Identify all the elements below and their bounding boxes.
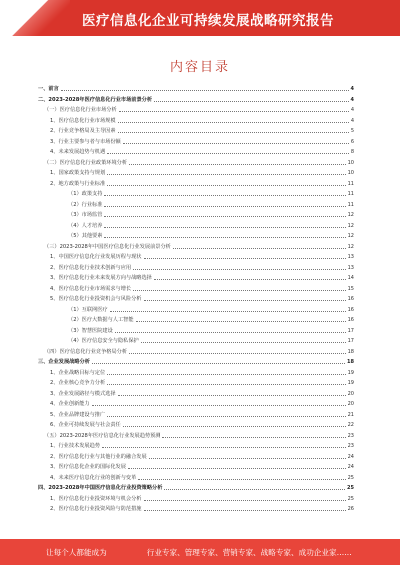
toc-entry-text: 1、行业技术发展趋势 (50, 441, 102, 452)
toc-page-number: 8 (350, 149, 354, 155)
toc-page-number: 25 (347, 495, 354, 502)
toc-page-number: 16 (347, 317, 354, 323)
toc-leader-dots (92, 405, 346, 406)
toc-leader-dots (104, 216, 345, 217)
toc-page-number: 14 (347, 275, 354, 281)
toc-entry-text: 3、医疗信息化企业的国际化发展 (50, 462, 128, 473)
toc-leader-dots (136, 321, 346, 322)
toc-entry[interactable] (38, 284, 354, 295)
toc-entry[interactable] (38, 452, 354, 463)
toc-leader-dots (144, 300, 346, 301)
toc-entry[interactable] (38, 105, 354, 116)
toc-leader-dots (104, 195, 345, 196)
toc-leader-dots (118, 395, 346, 396)
toc-entry[interactable] (38, 273, 354, 284)
toc-entry[interactable] (38, 294, 354, 305)
toc-leader-dots (92, 363, 345, 364)
toc-leader-dots (61, 90, 349, 91)
toc-page-number: 24 (347, 453, 354, 460)
toc-entry-text: （2）医疗大数据与人工智能 (68, 315, 136, 326)
toc-page-number: 23 (347, 432, 354, 439)
toc-leader-dots (141, 342, 346, 343)
toc-page-number: 11 (347, 191, 354, 197)
toc-page-number: 15 (347, 285, 354, 292)
toc-entry-text: 2、医疗信息化行业与其他行业的融合发展 (50, 452, 149, 463)
toc-entry-text: 二、2023-2028年医疗信息化行业市场前景分析 (38, 95, 154, 106)
toc-entry[interactable] (38, 116, 354, 127)
header-corner-decoration (0, 0, 70, 36)
toc-page-number: 13 (347, 264, 354, 271)
toc-entry-text: 1、医疗信息化行业投资环境与机会分析 (50, 494, 144, 505)
toc-entry-text: （2）行业标准 (68, 200, 104, 211)
toc-entry-text: 2、医疗信息化行业投资风险与防范措施 (50, 504, 144, 515)
footer-slogan-right: 行业专家、管理专家、营销专家、战略专家、成功企业家…… (146, 548, 352, 557)
toc-page-number: 12 (347, 243, 354, 250)
toc-page-number: 25 (347, 485, 354, 491)
toc-page-number: 24 (347, 464, 354, 470)
toc-page-number: 16 (347, 296, 354, 302)
toc-entry[interactable] (38, 431, 354, 442)
toc-entry[interactable] (38, 137, 354, 148)
toc-entry[interactable] (38, 126, 354, 137)
footer-slogan (46, 547, 352, 558)
toc-leader-dots (123, 426, 346, 427)
toc-page-number: 21 (347, 411, 354, 418)
toc-leader-dots (104, 237, 345, 238)
toc-leader-dots (144, 510, 346, 511)
toc-page-number: 5 (350, 128, 354, 134)
toc-entry[interactable] (38, 158, 354, 169)
toc-entry[interactable] (38, 189, 354, 200)
toc-entry[interactable] (38, 336, 354, 347)
toc-entry[interactable] (38, 305, 354, 316)
toc-page-number: 4 (350, 86, 354, 92)
toc-leader-dots (107, 153, 349, 154)
toc-entry[interactable] (38, 231, 354, 242)
toc-page-number: 20 (347, 390, 354, 397)
toc-entry[interactable] (38, 210, 354, 221)
toc-entry[interactable] (38, 221, 354, 232)
toc-entry[interactable] (38, 242, 354, 253)
footer-slogan-left: 让每个人都能成为 (46, 548, 107, 557)
toc-entry[interactable] (38, 504, 354, 515)
header-banner (0, 0, 400, 36)
toc-page-number: 19 (347, 380, 354, 386)
toc-entry-text: 一、前言 (38, 84, 61, 95)
toc-entry-text: 3、企业发展路径与模式选择 (50, 389, 118, 400)
toc-leader-dots (110, 311, 346, 312)
toc-page-number: 10 (347, 170, 354, 176)
toc-page-number: 18 (347, 359, 354, 365)
footer-banner (0, 539, 400, 565)
toc-entry[interactable] (38, 378, 354, 389)
toc-entry[interactable] (38, 441, 354, 452)
toc-leader-dots (129, 164, 346, 165)
toc-leader-dots (149, 458, 346, 459)
toc-entry-text: 2、行业竞争格局及主导因素 (50, 126, 118, 137)
toc-page-number: 26 (347, 506, 354, 512)
toc-entry-text: （四）医疗信息化行业竞争格局分析 (44, 347, 129, 358)
toc-entry[interactable] (38, 147, 354, 158)
toc-leader-dots (107, 374, 345, 375)
toc-entry[interactable] (38, 179, 354, 190)
toc-leader-dots (162, 437, 345, 438)
toc-page-number: 25 (347, 474, 354, 481)
toc-page-number: 16 (347, 306, 354, 313)
toc-page-number: 17 (347, 338, 354, 344)
toc-entry-text: （1）政策支持 (68, 189, 104, 200)
toc-entry[interactable] (38, 483, 354, 494)
toc-leader-dots (115, 332, 346, 333)
toc-entry[interactable] (38, 95, 354, 106)
toc-page-number: 12 (347, 233, 354, 239)
toc-page-number: 17 (347, 327, 354, 334)
toc-entry-text: 6、企业可持续发展与社会责任 (50, 420, 123, 431)
toc-entry-text: 1、中国医疗信息化行业发展历程与现状 (50, 252, 144, 263)
toc-leader-dots (107, 185, 345, 186)
toc-entry[interactable] (38, 399, 354, 410)
toc-page-number: 11 (347, 180, 354, 187)
toc-leader-dots (154, 279, 346, 280)
toc-entry-text: （1）互联网医疗 (68, 305, 110, 316)
toc-leader-dots (118, 132, 349, 133)
toc-page-number: 19 (347, 369, 354, 376)
toc-page-number: 12 (347, 212, 354, 218)
toc-entry-text: （3）市场监管 (68, 210, 104, 221)
toc-leader-dots (104, 227, 345, 228)
toc-entry-text: 5、医疗信息化行业投资机会与风险分析 (50, 294, 144, 305)
toc-leader-dots (104, 206, 345, 207)
toc-page-number: 4 (350, 107, 354, 113)
toc-entry-text: 3、行业主要参与者与市场份额 (50, 137, 123, 148)
toc-leader-dots (164, 489, 345, 490)
toc-leader-dots (129, 353, 346, 354)
toc-leader-dots (173, 248, 346, 249)
toc-leader-dots (107, 384, 345, 385)
toc-entry-text: 2、地方政策与行业标准 (50, 179, 107, 190)
toc-leader-dots (119, 111, 349, 112)
toc-page-number: 20 (347, 401, 354, 407)
toc-entry-text: 2、企业核心竞争力分析 (50, 378, 107, 389)
toc-leader-dots (102, 447, 346, 448)
toc-leader-dots (138, 479, 345, 480)
toc-page-number: 22 (347, 422, 354, 428)
toc-page-number: 13 (347, 254, 354, 260)
toc-entry-text: （二）医疗信息化行业政策环境分析 (44, 158, 129, 169)
toc-page-number: 4 (350, 96, 354, 103)
toc-entry[interactable] (38, 410, 354, 421)
toc-entry-text: （3）智慧医院建设 (68, 326, 115, 337)
toc-leader-dots (107, 174, 345, 175)
toc-entry-text: 2、医疗信息化行业技术创新与应用 (50, 263, 133, 274)
toc-entry-text: （4）医疗信息安全与隐私保护 (68, 336, 141, 347)
toc-page-number: 11 (347, 201, 354, 208)
toc-entry[interactable] (38, 252, 354, 263)
toc-entry[interactable] (38, 462, 354, 473)
toc-heading: 内容目录 (169, 60, 230, 75)
toc-entry[interactable] (38, 347, 354, 358)
toc-entry[interactable] (38, 315, 354, 326)
toc-entry-text: 4、未来发展趋势与机遇 (50, 147, 107, 158)
toc-page-number: 4 (350, 117, 354, 124)
toc-entry[interactable] (38, 326, 354, 337)
toc-entry-text: 1、国家政策支持与规划 (50, 168, 107, 179)
toc-entry-text: 5、企业品牌建设与推广 (50, 410, 107, 421)
toc-page-number: 6 (350, 138, 354, 145)
toc-entry[interactable] (38, 420, 354, 431)
toc-entry-text: 4、医疗信息化行业市场需求与增长 (50, 284, 133, 295)
toc-entry[interactable] (38, 389, 354, 400)
toc-leader-dots (118, 122, 349, 123)
toc-page-number: 12 (347, 222, 354, 229)
toc-leader-dots (133, 269, 346, 270)
toc-entry-text: （三）2023-2028年中国医疗信息化行业发展前景分析 (44, 242, 173, 253)
toc-entry[interactable] (38, 84, 354, 95)
toc-entry-text: （5）其他要素 (68, 231, 104, 242)
toc-entry-text: 1、企业战略目标与定位 (50, 368, 107, 379)
table-of-contents (38, 84, 354, 515)
toc-page-number: 23 (347, 443, 354, 449)
toc-page-number: 18 (347, 348, 354, 355)
toc-entry-text: 三、企业发展战略分析 (38, 357, 92, 368)
toc-entry-text: 四、2023-2028年中国医疗信息化行业投资策略分析 (38, 483, 164, 494)
toc-entry[interactable] (38, 473, 354, 484)
toc-entry-text: 3、医疗信息化行业未来发展方向与战略选择 (50, 273, 154, 284)
toc-leader-dots (123, 143, 349, 144)
toc-entry[interactable] (38, 200, 354, 211)
toc-entry[interactable] (38, 168, 354, 179)
toc-leader-dots (107, 416, 345, 417)
toc-entry-text: 4、企业创新能力 (50, 399, 92, 410)
toc-entry[interactable] (38, 357, 354, 368)
toc-entry[interactable] (38, 368, 354, 379)
toc-leader-dots (144, 500, 346, 501)
toc-page-number: 10 (347, 159, 354, 166)
toc-entry-text: 1、医疗信息化行业市场规模 (50, 116, 118, 127)
toc-leader-dots (154, 101, 348, 102)
toc-entry-text: （一）医疗信息化行业市场分析 (44, 105, 119, 116)
toc-entry[interactable] (38, 263, 354, 274)
toc-entry[interactable] (38, 494, 354, 505)
toc-leader-dots (128, 468, 346, 469)
toc-entry-text: （五）2023-2028年医疗信息化行业发展趋势预测 (44, 431, 162, 442)
document-title: 医疗信息化企业可持续发展战略研究报告 (82, 13, 334, 29)
toc-entry-text: （4）人才培养 (68, 221, 104, 232)
toc-entry-text: 4、未来医疗信息化行业的创新与变革 (50, 473, 138, 484)
toc-leader-dots (144, 258, 346, 259)
toc-leader-dots (133, 290, 346, 291)
